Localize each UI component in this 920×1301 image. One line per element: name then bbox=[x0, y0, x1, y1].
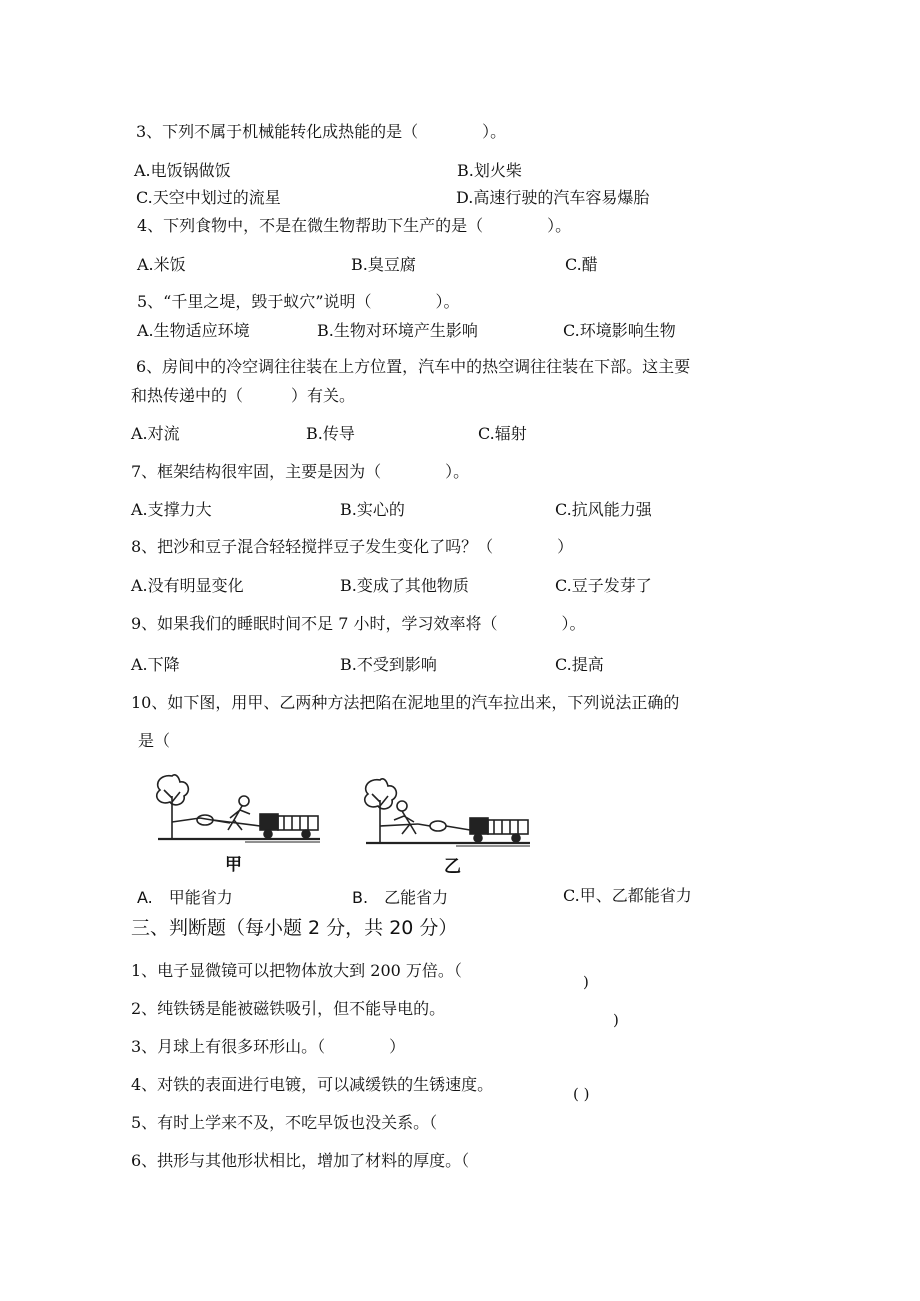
judge-item-5: 5、有时上学来不及，不吃早饭也没关系。（ bbox=[131, 1113, 438, 1132]
person-head-icon bbox=[397, 801, 407, 811]
q8-option-b: B.变成了其他物质 bbox=[340, 576, 469, 595]
q8-option-a: A.没有明显变化 bbox=[131, 576, 244, 595]
section3-title: 三、判断题（每小题 2 分，共 20 分） bbox=[131, 917, 458, 939]
judge-item-2: 2、纯铁锈是能被磁铁吸引，但不能导电的。 bbox=[131, 999, 446, 1018]
q6-stem-line2: 和热传递中的（ ）有关。 bbox=[131, 386, 356, 405]
judge-item-6: 6、拱形与其他形状相比，增加了材料的厚度。（ bbox=[131, 1151, 470, 1170]
judge-item-1: 1、电子显微镜可以把物体放大到 200 万倍。（ bbox=[131, 961, 462, 980]
q6-option-c: C.辐射 bbox=[478, 424, 527, 443]
figure-label-b: 乙 bbox=[444, 857, 461, 877]
truck-icon bbox=[260, 814, 318, 838]
person-body-icon bbox=[228, 806, 250, 830]
q3-option-b: B.划火柴 bbox=[457, 161, 522, 180]
q3-stem: 3、下列不属于机械能转化成热能的是（ ）。 bbox=[136, 122, 507, 141]
pulling-car-figure-a bbox=[150, 768, 325, 848]
q5-option-c: C.环境影响生物 bbox=[563, 321, 676, 340]
q8-option-c: C.豆子发芽了 bbox=[555, 576, 652, 595]
q7-stem: 7、框架结构很牢固，主要是因为（ ）。 bbox=[131, 462, 470, 481]
q10-option-a: A. 甲能省力 bbox=[137, 888, 233, 907]
q10-stem-line2: 是（ bbox=[138, 731, 171, 750]
q7-option-a: A.支撑力大 bbox=[131, 500, 212, 519]
q9-stem: 9、如果我们的睡眠时间不足 7 小时，学习效率将（ ）。 bbox=[131, 614, 586, 633]
q8-stem: 8、把沙和豆子混合轻轻搅拌豆子发生变化了吗？（ ） bbox=[131, 537, 574, 556]
q10-stem-line1: 10、如下图，用甲、乙两种方法把陷在泥地里的汽车拉出来，下列说法正确的 bbox=[131, 693, 680, 712]
judge-item-1-paren: ) bbox=[583, 973, 589, 991]
q4-option-b: B.臭豆腐 bbox=[351, 255, 416, 274]
q9-option-c: C.提高 bbox=[555, 655, 604, 674]
pulley-icon bbox=[430, 821, 446, 831]
q4-stem: 4、下列食物中，不是在微生物帮助下生产的是（ ）。 bbox=[137, 216, 572, 235]
judge-item-4: 4、对铁的表面进行电镀，可以减缓铁的生锈速度。 bbox=[131, 1075, 494, 1094]
q6-option-b: B.传导 bbox=[306, 424, 355, 443]
q5-option-b: B.生物对环境产生影响 bbox=[317, 321, 478, 340]
judge-item-3: 3、月球上有很多环形山。（ ） bbox=[131, 1037, 406, 1056]
judge-item-4-paren: ( ) bbox=[573, 1085, 590, 1103]
pulling-car-figure-b bbox=[358, 772, 533, 852]
q7-option-c: C.抗风能力强 bbox=[555, 500, 652, 519]
figure-label-a: 甲 bbox=[225, 855, 242, 875]
q7-option-b: B.实心的 bbox=[340, 500, 405, 519]
judge-item-2-paren: ) bbox=[613, 1011, 619, 1029]
q3-option-d: D.高速行驶的汽车容易爆胎 bbox=[456, 188, 650, 207]
q3-option-c: C.天空中划过的流星 bbox=[136, 188, 281, 207]
person-body-icon bbox=[394, 811, 416, 834]
q5-stem: 5、“千里之堤，毁于蚁穴”说明（ ）。 bbox=[137, 292, 460, 311]
q3-option-a: A.电饭锅做饭 bbox=[134, 161, 231, 180]
q10-option-c: C.甲、乙都能省力 bbox=[563, 886, 692, 905]
truck-icon bbox=[470, 818, 528, 842]
q9-option-a: A.下降 bbox=[131, 655, 180, 674]
q9-option-b: B.不受到影响 bbox=[340, 655, 437, 674]
q4-option-c: C.醋 bbox=[565, 255, 598, 274]
person-head-icon bbox=[239, 796, 249, 806]
q6-stem-line1: 6、房间中的冷空调往往装在上方位置，汽车中的热空调往往装在下部。这主要 bbox=[136, 357, 691, 376]
q6-option-a: A.对流 bbox=[131, 424, 180, 443]
q5-option-a: A.生物适应环境 bbox=[137, 321, 250, 340]
q4-option-a: A.米饭 bbox=[137, 255, 186, 274]
q10-option-b: B. 乙能省力 bbox=[352, 888, 449, 907]
